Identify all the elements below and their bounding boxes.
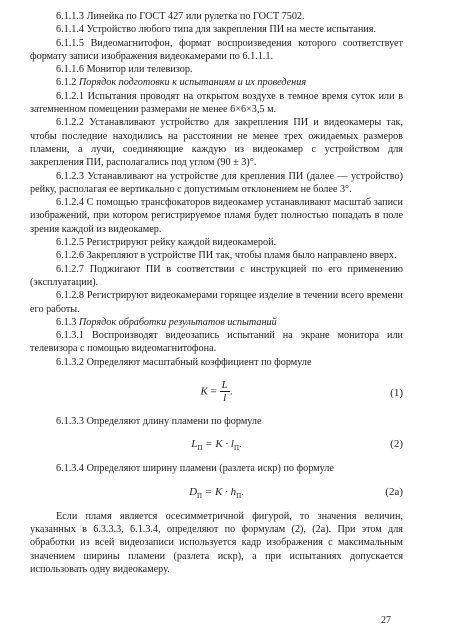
paragraph-6-1-2-2: 6.1.2.2 Устанавливают устройство для закрепления ПИ и видеокамеры так, чтобы последние находились на расстоянии не менее трех ожидаемых размеров пламени, а лучи, соединяющие каждую из видеокамер с устройством для закрепления ПИ, располагались под углом (90 ± 3)°. [30,117,403,169]
paragraph-6-1-3-1: 6.1.3.1 Воспроизводят видеозапись испытаний на экране монитора или телевизора с помощью видеомагнитофона. [30,330,403,355]
paragraph-6-1-1-6: 6.1.1.6 Монитор или телевизор. [56,64,193,76]
closing-paragraph: Если пламя является осесимметричной фигурой, то значения величин, указанных в 6.3.3.3, 6.1.3.4, определяют по формулам (2), (2а). При этом для обработки из всей видеозаписи используется кадр изображения с максимальным значением ширины пламени (разлета искр), а при испытаниях допускается использовать одну видеокамеру. [30,510,403,575]
paragraph-list [30,10,403,369]
formula-2-number: (2) [390,438,403,451]
paragraph-6-1-1-3: 6.1.1.3 Линейка по ГОСТ 427 или рулетка по ГОСТ 7502. [56,11,305,22]
paragraph-6-1-2: 6.1.2 Порядок подготовки к испытаниям и их проведения [56,77,307,89]
paragraph-6-1-1-5: 6.1.1.5 Видеомагнитофон, формат воспроизведения которого соответствует формату записи изображения видеокамерами по 6.1.1.1. [30,37,404,62]
paragraph-6-1-2-4: 6.1.2.4 С помощью трансфокаторов видеокамер устанавливают масштаб записи изображений, при котором регистрируемое пламя будет полностью попадать в поле зрения каждой из видеокамер. [30,197,403,235]
paragraph-6-1-2-3: 6.1.2.3 Устанавливают на устройстве для крепления ПИ (далее — устройство) рейку, располагая ее вертикально с допустимым отклонением не более 3°. [30,170,403,195]
fraction: $\frac{L}{l}$ [221,379,228,405]
document-page [30,10,403,576]
paragraph-6-1-3-3: 6.1.3.3 Определяют длину пламени по формуле [56,416,262,428]
paragraph-6-1-1-4: 6.1.1.4 Устройство любого типа для закрепления ПИ на месте испытания. [56,24,376,36]
paragraph-6-1-3-4: 6.1.3.4 Определяют ширину пламени (разлета искр) по формуле [56,463,334,475]
paragraph-6-1-2-8: 6.1.2.8 Регистрируют видеокамерами горящее изделие в течении всего времени его работы. [30,290,403,315]
paragraph-6-1-2-1: 6.1.2.1 Испытания проводят на открытом воздухе в темное время суток или в затемненном помещении размерами не менее 6×6×3,5 м. [30,90,404,116]
formula-2a-expression: $D_П = K \cdot h_П$. [189,485,244,500]
formula-2 [30,428,403,462]
paragraph-6-1-3-2: 6.1.3.2 Определяют масштабный коэффициент по формуле [56,356,312,368]
paragraph-6-1-2-7: 6.1.2.7 Поджигают ПИ в соответствии с инструкцией по его применению (эксплуатации). [30,263,404,288]
formula-2a [30,476,403,510]
paragraph-6-1-2-6: 6.1.2.6 Закрепляют в устройстве ПИ так, чтобы пламя было направлено вверх. [56,250,397,262]
page-number: 27 [381,615,391,626]
formula-2a-number: (2а) [385,485,403,498]
formula-1 [30,373,403,413]
formula-1-number: (1) [390,387,403,400]
formula-1-expression: K = $\frac{L}{l}$ . [200,379,233,405]
paragraph-6-1-3: 6.1.3 Порядок обработки результатов испытаний [56,316,277,328]
paragraph-6-1-2-5: 6.1.2.5 Регистрируют рейку каждой видеокамерой. [56,237,277,249]
formula-2-expression: $L_П = K \cdot l_П$. [191,438,242,453]
